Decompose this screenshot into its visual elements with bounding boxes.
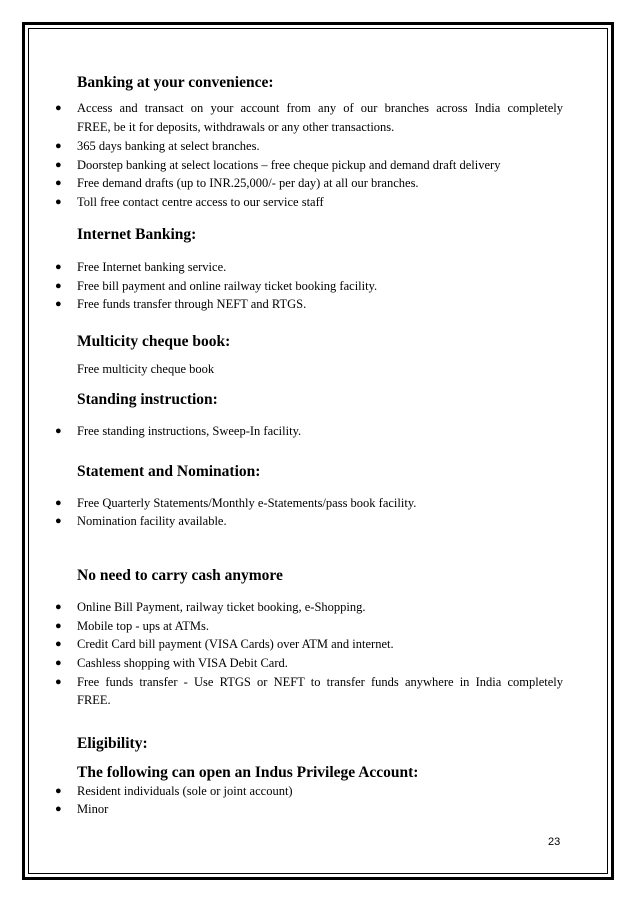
heading-internet-banking: Internet Banking: (77, 226, 197, 243)
bullet-marker: ● (55, 638, 62, 650)
bullet-marker: ● (55, 676, 62, 688)
heading-standing-instruction: Standing instruction: (77, 391, 218, 408)
body-text: Free multicity cheque book (77, 362, 215, 376)
list-item-line: Access and transact on your account from any of our branches across India completely (77, 101, 563, 115)
bullet-marker: ● (55, 196, 62, 208)
bullet-marker: ● (55, 785, 62, 797)
list-item-line: Toll free contact centre access to our service staff (77, 195, 324, 209)
bullet-marker: ● (55, 102, 62, 114)
list-item-line: Free funds transfer through NEFT and RTGS. (77, 297, 307, 311)
list-item-line: Free funds transfer - Use RTGS or NEFT to transfer funds anywhere in India completely (77, 675, 563, 689)
list-item-line: Doorstep banking at select locations – free cheque pickup and demand draft delivery (77, 158, 501, 172)
bullet-marker: ● (55, 620, 62, 632)
list-item-line: Mobile top - ups at ATMs. (77, 619, 209, 633)
list-item-line: FREE, be it for deposits, withdrawals or any other transactions. (77, 120, 395, 134)
list-item-line: Cashless shopping with VISA Debit Card. (77, 656, 288, 670)
bullet-marker: ● (55, 497, 62, 509)
bullet-marker: ● (55, 280, 62, 292)
bullet-marker: ● (55, 803, 62, 815)
heading-eligibility: Eligibility: (77, 735, 148, 752)
list-item-line: Free Quarterly Statements/Monthly e-Statements/pass book facility. (77, 496, 417, 510)
bullet-marker: ● (55, 177, 62, 189)
heading-no-cash: No need to carry cash anymore (77, 567, 283, 584)
bullet-marker: ● (55, 298, 62, 310)
list-item-line: Credit Card bill payment (VISA Cards) over ATM and internet. (77, 637, 394, 651)
list-item-line: Free demand drafts (up to INR.25,000/- per day) at all our branches. (77, 176, 419, 190)
page-number: 23 (548, 836, 561, 848)
heading-who-can-open: The following can open an Indus Privilege Account: (77, 764, 419, 781)
list-item-line: Minor (77, 802, 109, 816)
bullet-marker: ● (55, 657, 62, 669)
list-item-line: Free Internet banking service. (77, 260, 227, 274)
list-item-line: Nomination facility available. (77, 514, 227, 528)
list-item-line: Online Bill Payment, railway ticket booking, e-Shopping. (77, 600, 366, 614)
list-item-line: FREE. (77, 693, 111, 707)
list-item-line: Free bill payment and online railway ticket booking facility. (77, 279, 378, 293)
bullet-marker: ● (55, 425, 62, 437)
heading-banking-convenience: Banking at your convenience: (77, 74, 274, 91)
bullet-marker: ● (55, 140, 62, 152)
bullet-marker: ● (55, 159, 62, 171)
bullet-marker: ● (55, 601, 62, 613)
list-item-line: 365 days banking at select branches. (77, 139, 260, 153)
list-item-line: Free standing instructions, Sweep-In facility. (77, 424, 302, 438)
bullet-marker: ● (55, 515, 62, 527)
bullet-marker: ● (55, 261, 62, 273)
heading-statement-nomination: Statement and Nomination: (77, 463, 261, 480)
list-item-line: Resident individuals (sole or joint account) (77, 784, 293, 798)
heading-multicity-cheque: Multicity cheque book: (77, 333, 231, 350)
